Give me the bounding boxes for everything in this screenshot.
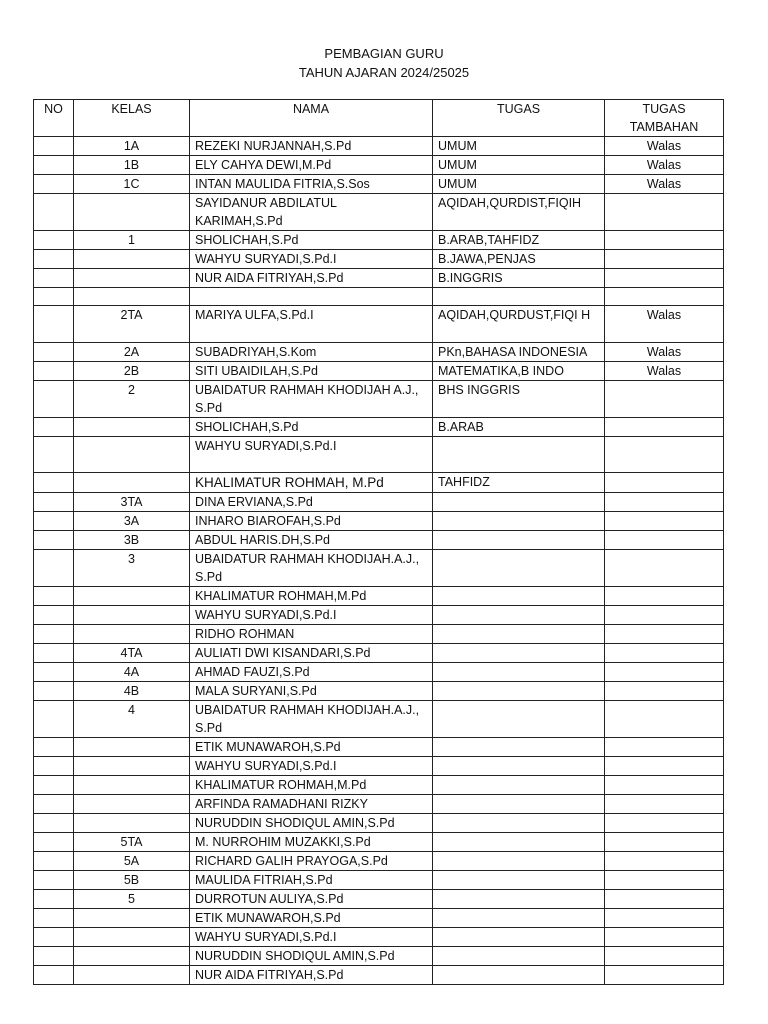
cell-tugas bbox=[433, 625, 605, 644]
cell-kelas: 1B bbox=[74, 156, 190, 175]
cell-no bbox=[34, 587, 74, 606]
cell-tugas-tambahan bbox=[605, 231, 724, 250]
cell-no bbox=[34, 473, 74, 493]
table-row bbox=[34, 194, 724, 231]
cell-nama: MARIYA ULFA,S.Pd.I bbox=[190, 306, 433, 343]
table-row bbox=[34, 587, 724, 606]
table-row bbox=[34, 871, 724, 890]
cell-nama: INHARO BIAROFAH,S.Pd bbox=[190, 512, 433, 531]
cell-no bbox=[34, 909, 74, 928]
cell-no bbox=[34, 738, 74, 757]
cell-tugas-tambahan bbox=[605, 947, 724, 966]
cell-tugas-tambahan bbox=[605, 890, 724, 909]
cell-kelas bbox=[74, 738, 190, 757]
cell-nama: SUBADRIYAH,S.Kom bbox=[190, 343, 433, 362]
table-row bbox=[34, 757, 724, 776]
cell-no bbox=[34, 437, 74, 473]
table-row bbox=[34, 928, 724, 947]
cell-tugas-tambahan bbox=[605, 625, 724, 644]
cell-nama: NUR AIDA FITRIYAH,S.Pd bbox=[190, 269, 433, 288]
cell-tugas-tambahan bbox=[605, 833, 724, 852]
cell-nama: M. NURROHIM MUZAKKI,S.Pd bbox=[190, 833, 433, 852]
table-row bbox=[34, 606, 724, 625]
cell-tugas-tambahan: Walas bbox=[605, 156, 724, 175]
cell-nama: ETIK MUNAWAROH,S.Pd bbox=[190, 738, 433, 757]
cell-no bbox=[34, 776, 74, 795]
cell-tugas bbox=[433, 682, 605, 701]
cell-no bbox=[34, 381, 74, 418]
cell-no bbox=[34, 833, 74, 852]
cell-tugas-tambahan bbox=[605, 418, 724, 437]
cell-tugas-tambahan bbox=[605, 250, 724, 269]
cell-nama: UBAIDATUR RAHMAH KHODIJAH.A.J., S.Pd bbox=[190, 550, 433, 587]
cell-tugas: B.JAWA,PENJAS bbox=[433, 250, 605, 269]
header-tambahan-line2: TAMBAHAN bbox=[629, 120, 699, 134]
cell-no bbox=[34, 606, 74, 625]
table-row bbox=[34, 663, 724, 682]
cell-no bbox=[34, 156, 74, 175]
cell-nama: NURUDDIN SHODIQUL AMIN,S.Pd bbox=[190, 814, 433, 833]
table-row bbox=[34, 418, 724, 437]
cell-tugas-tambahan bbox=[605, 795, 724, 814]
cell-kelas bbox=[74, 587, 190, 606]
cell-tugas bbox=[433, 947, 605, 966]
table-row bbox=[34, 493, 724, 512]
cell-no bbox=[34, 852, 74, 871]
table-row bbox=[34, 682, 724, 701]
cell-nama: RIDHO ROHMAN bbox=[190, 625, 433, 644]
cell-nama: NURUDDIN SHODIQUL AMIN,S.Pd bbox=[190, 947, 433, 966]
cell-no bbox=[34, 269, 74, 288]
cell-no bbox=[34, 966, 74, 985]
table-row bbox=[34, 947, 724, 966]
cell-tugas-tambahan bbox=[605, 269, 724, 288]
table-row bbox=[34, 738, 724, 757]
cell-tugas: B.ARAB,TAHFIDZ bbox=[433, 231, 605, 250]
table-row bbox=[34, 175, 724, 194]
cell-kelas bbox=[74, 250, 190, 269]
table-row bbox=[34, 269, 724, 288]
cell-no bbox=[34, 644, 74, 663]
cell-kelas bbox=[74, 947, 190, 966]
cell-no bbox=[34, 871, 74, 890]
header-nama: NAMA bbox=[190, 100, 433, 137]
cell-nama: INTAN MAULIDA FITRIA,S.Sos bbox=[190, 175, 433, 194]
cell-nama: WAHYU SURYADI,S.Pd.I bbox=[190, 928, 433, 947]
cell-tugas bbox=[433, 909, 605, 928]
cell-no bbox=[34, 194, 74, 231]
cell-tugas-tambahan bbox=[605, 909, 724, 928]
cell-no bbox=[34, 531, 74, 550]
table-row bbox=[34, 362, 724, 381]
cell-tugas: AQIDAH,QURDIST,FIQIH bbox=[433, 194, 605, 231]
cell-tugas: UMUM bbox=[433, 156, 605, 175]
cell-tugas-tambahan bbox=[605, 644, 724, 663]
cell-no bbox=[34, 362, 74, 381]
cell-no bbox=[34, 250, 74, 269]
cell-tugas bbox=[433, 833, 605, 852]
cell-kelas bbox=[74, 194, 190, 231]
cell-kelas bbox=[74, 909, 190, 928]
cell-kelas bbox=[74, 269, 190, 288]
cell-tugas-tambahan bbox=[605, 701, 724, 738]
cell-kelas: 1A bbox=[74, 137, 190, 156]
cell-no bbox=[34, 175, 74, 194]
cell-nama: KHALIMATUR ROHMAH,M.Pd bbox=[190, 587, 433, 606]
cell-tugas bbox=[433, 493, 605, 512]
cell-tugas: UMUM bbox=[433, 175, 605, 194]
cell-nama: ABDUL HARIS.DH,S.Pd bbox=[190, 531, 433, 550]
cell-nama: MALA SURYANI,S.Pd bbox=[190, 682, 433, 701]
cell-tugas-tambahan bbox=[605, 871, 724, 890]
cell-kelas bbox=[74, 814, 190, 833]
cell-tugas bbox=[433, 795, 605, 814]
cell-no bbox=[34, 137, 74, 156]
cell-nama: MAULIDA FITRIAH,S.Pd bbox=[190, 871, 433, 890]
cell-nama: AULIATI DWI KISANDARI,S.Pd bbox=[190, 644, 433, 663]
table-row bbox=[34, 701, 724, 738]
cell-nama: DURROTUN AULIYA,S.Pd bbox=[190, 890, 433, 909]
cell-no bbox=[34, 890, 74, 909]
cell-kelas: 5A bbox=[74, 852, 190, 871]
cell-no bbox=[34, 625, 74, 644]
cell-tugas-tambahan bbox=[605, 381, 724, 418]
table-row bbox=[34, 852, 724, 871]
cell-tugas bbox=[433, 776, 605, 795]
cell-tugas-tambahan bbox=[605, 928, 724, 947]
document-title: PEMBAGIAN GURU bbox=[324, 46, 444, 61]
cell-tugas bbox=[433, 701, 605, 738]
cell-nama: SHOLICHAH,S.Pd bbox=[190, 418, 433, 437]
cell-nama: ETIK MUNAWAROH,S.Pd bbox=[190, 909, 433, 928]
cell-no bbox=[34, 701, 74, 738]
table-row bbox=[34, 250, 724, 269]
table-row bbox=[34, 795, 724, 814]
cell-tugas: TAHFIDZ bbox=[433, 473, 605, 493]
table-row bbox=[34, 644, 724, 663]
cell-kelas: 3TA bbox=[74, 493, 190, 512]
document-subtitle: TAHUN AJARAN 2024/25025 bbox=[298, 65, 470, 80]
table-row bbox=[34, 343, 724, 362]
cell-kelas: 4TA bbox=[74, 644, 190, 663]
table-row bbox=[34, 306, 724, 343]
cell-no bbox=[34, 343, 74, 362]
cell-tugas-tambahan bbox=[605, 550, 724, 587]
cell-no bbox=[34, 947, 74, 966]
cell-nama: WAHYU SURYADI,S.Pd.I bbox=[190, 606, 433, 625]
header-tugas: TUGAS bbox=[433, 100, 605, 137]
cell-tugas: AQIDAH,QURDUST,FIQI H bbox=[433, 306, 605, 343]
cell-nama: SHOLICHAH,S.Pd bbox=[190, 231, 433, 250]
cell-tugas: B.INGGRIS bbox=[433, 269, 605, 288]
cell-kelas: 2 bbox=[74, 381, 190, 418]
cell-nama: DINA ERVIANA,S.Pd bbox=[190, 493, 433, 512]
teacher-assignment-table bbox=[33, 99, 724, 985]
cell-no bbox=[34, 231, 74, 250]
cell-tugas bbox=[433, 663, 605, 682]
cell-nama: REZEKI NURJANNAH,S.Pd bbox=[190, 137, 433, 156]
cell-no bbox=[34, 757, 74, 776]
cell-tugas-tambahan bbox=[605, 663, 724, 682]
cell-tugas-tambahan bbox=[605, 512, 724, 531]
cell-nama bbox=[190, 288, 433, 306]
cell-tugas bbox=[433, 852, 605, 871]
cell-no bbox=[34, 550, 74, 587]
cell-kelas bbox=[74, 928, 190, 947]
cell-tugas: MATEMATIKA,B INDO bbox=[433, 362, 605, 381]
cell-kelas bbox=[74, 776, 190, 795]
cell-tugas-tambahan bbox=[605, 288, 724, 306]
table-row bbox=[34, 381, 724, 418]
cell-kelas: 5TA bbox=[74, 833, 190, 852]
cell-tugas bbox=[433, 757, 605, 776]
cell-tugas bbox=[433, 871, 605, 890]
cell-kelas bbox=[74, 473, 190, 493]
cell-nama: ELY CAHYA DEWI,M.Pd bbox=[190, 156, 433, 175]
cell-tugas bbox=[433, 644, 605, 663]
table-row bbox=[34, 531, 724, 550]
table-row bbox=[34, 625, 724, 644]
cell-tugas bbox=[433, 288, 605, 306]
cell-tugas bbox=[433, 437, 605, 473]
cell-nama: UBAIDATUR RAHMAH KHODIJAH A.J., S.Pd bbox=[190, 381, 433, 418]
cell-kelas: 4B bbox=[74, 682, 190, 701]
cell-kelas bbox=[74, 757, 190, 776]
cell-tugas bbox=[433, 928, 605, 947]
header-kelas: KELAS bbox=[74, 100, 190, 137]
cell-no bbox=[34, 418, 74, 437]
cell-tugas: PKn,BAHASA INDONESIA bbox=[433, 343, 605, 362]
cell-tugas bbox=[433, 890, 605, 909]
cell-no bbox=[34, 663, 74, 682]
cell-nama: RICHARD GALIH PRAYOGA,S.Pd bbox=[190, 852, 433, 871]
table-row bbox=[34, 473, 724, 493]
cell-nama: SITI UBAIDILAH,S.Pd bbox=[190, 362, 433, 381]
cell-nama: WAHYU SURYADI,S.Pd.I bbox=[190, 757, 433, 776]
cell-nama: WAHYU SURYADI,S.Pd.I bbox=[190, 250, 433, 269]
header-tambahan-line1: TUGAS bbox=[642, 102, 686, 116]
cell-no bbox=[34, 512, 74, 531]
cell-tugas-tambahan bbox=[605, 738, 724, 757]
cell-nama: AHMAD FAUZI,S.Pd bbox=[190, 663, 433, 682]
cell-nama: UBAIDATUR RAHMAH KHODIJAH.A.J., S.Pd bbox=[190, 701, 433, 738]
cell-kelas: 5 bbox=[74, 890, 190, 909]
cell-kelas: 2TA bbox=[74, 306, 190, 343]
table-row bbox=[34, 550, 724, 587]
cell-kelas: 4 bbox=[74, 701, 190, 738]
cell-kelas: 2A bbox=[74, 343, 190, 362]
cell-tugas: B.ARAB bbox=[433, 418, 605, 437]
cell-kelas bbox=[74, 418, 190, 437]
cell-kelas bbox=[74, 606, 190, 625]
cell-tugas-tambahan bbox=[605, 587, 724, 606]
cell-tugas-tambahan: Walas bbox=[605, 343, 724, 362]
header-no: NO bbox=[34, 100, 74, 137]
cell-kelas bbox=[74, 288, 190, 306]
cell-tugas: BHS INGGRIS bbox=[433, 381, 605, 418]
cell-nama: KHALIMATUR ROHMAH, M.Pd bbox=[190, 473, 433, 493]
cell-tugas-tambahan bbox=[605, 437, 724, 473]
cell-kelas: 3 bbox=[74, 550, 190, 587]
cell-tugas bbox=[433, 606, 605, 625]
cell-kelas bbox=[74, 966, 190, 985]
cell-kelas bbox=[74, 795, 190, 814]
cell-kelas bbox=[74, 625, 190, 644]
cell-no bbox=[34, 928, 74, 947]
cell-nama: KHALIMATUR ROHMAH,M.Pd bbox=[190, 776, 433, 795]
cell-tugas-tambahan bbox=[605, 473, 724, 493]
cell-no bbox=[34, 493, 74, 512]
cell-kelas bbox=[74, 437, 190, 473]
table-row bbox=[34, 137, 724, 156]
cell-kelas: 3A bbox=[74, 512, 190, 531]
cell-no bbox=[34, 682, 74, 701]
cell-tugas-tambahan bbox=[605, 966, 724, 985]
cell-no bbox=[34, 288, 74, 306]
cell-tugas-tambahan bbox=[605, 606, 724, 625]
cell-tugas bbox=[433, 966, 605, 985]
table-row bbox=[34, 231, 724, 250]
cell-tugas-tambahan: Walas bbox=[605, 137, 724, 156]
cell-tugas-tambahan: Walas bbox=[605, 175, 724, 194]
cell-tugas bbox=[433, 814, 605, 833]
cell-tugas-tambahan bbox=[605, 776, 724, 795]
cell-kelas: 4A bbox=[74, 663, 190, 682]
table-row bbox=[34, 776, 724, 795]
cell-tugas bbox=[433, 531, 605, 550]
cell-kelas: 2B bbox=[74, 362, 190, 381]
cell-no bbox=[34, 795, 74, 814]
header-tugas-tambahan bbox=[605, 100, 724, 137]
table-row bbox=[34, 288, 724, 306]
table-row bbox=[34, 909, 724, 928]
cell-tugas bbox=[433, 738, 605, 757]
cell-tugas bbox=[433, 587, 605, 606]
cell-tugas-tambahan bbox=[605, 531, 724, 550]
cell-tugas-tambahan: Walas bbox=[605, 306, 724, 343]
cell-nama: NUR AIDA FITRIYAH,S.Pd bbox=[190, 966, 433, 985]
cell-tugas-tambahan bbox=[605, 194, 724, 231]
cell-kelas: 5B bbox=[74, 871, 190, 890]
table-row bbox=[34, 890, 724, 909]
cell-no bbox=[34, 814, 74, 833]
table-body bbox=[34, 137, 724, 985]
cell-nama: SAYIDANUR ABDILATUL KARIMAH,S.Pd bbox=[190, 194, 433, 231]
table-header-row bbox=[34, 100, 724, 137]
cell-tugas-tambahan bbox=[605, 682, 724, 701]
cell-tugas: UMUM bbox=[433, 137, 605, 156]
cell-tugas-tambahan bbox=[605, 852, 724, 871]
cell-kelas: 3B bbox=[74, 531, 190, 550]
cell-kelas: 1C bbox=[74, 175, 190, 194]
table-row bbox=[34, 814, 724, 833]
table-row bbox=[34, 437, 724, 473]
cell-nama: WAHYU SURYADI,S.Pd.I bbox=[190, 437, 433, 473]
table-row bbox=[34, 512, 724, 531]
cell-tugas bbox=[433, 512, 605, 531]
table-row bbox=[34, 156, 724, 175]
cell-nama: ARFINDA RAMADHANI RIZKY bbox=[190, 795, 433, 814]
cell-tugas bbox=[433, 550, 605, 587]
table-row bbox=[34, 833, 724, 852]
cell-tugas-tambahan bbox=[605, 493, 724, 512]
cell-tugas-tambahan: Walas bbox=[605, 362, 724, 381]
cell-tugas-tambahan bbox=[605, 814, 724, 833]
cell-kelas: 1 bbox=[74, 231, 190, 250]
cell-no bbox=[34, 306, 74, 343]
table-row bbox=[34, 966, 724, 985]
cell-tugas-tambahan bbox=[605, 757, 724, 776]
